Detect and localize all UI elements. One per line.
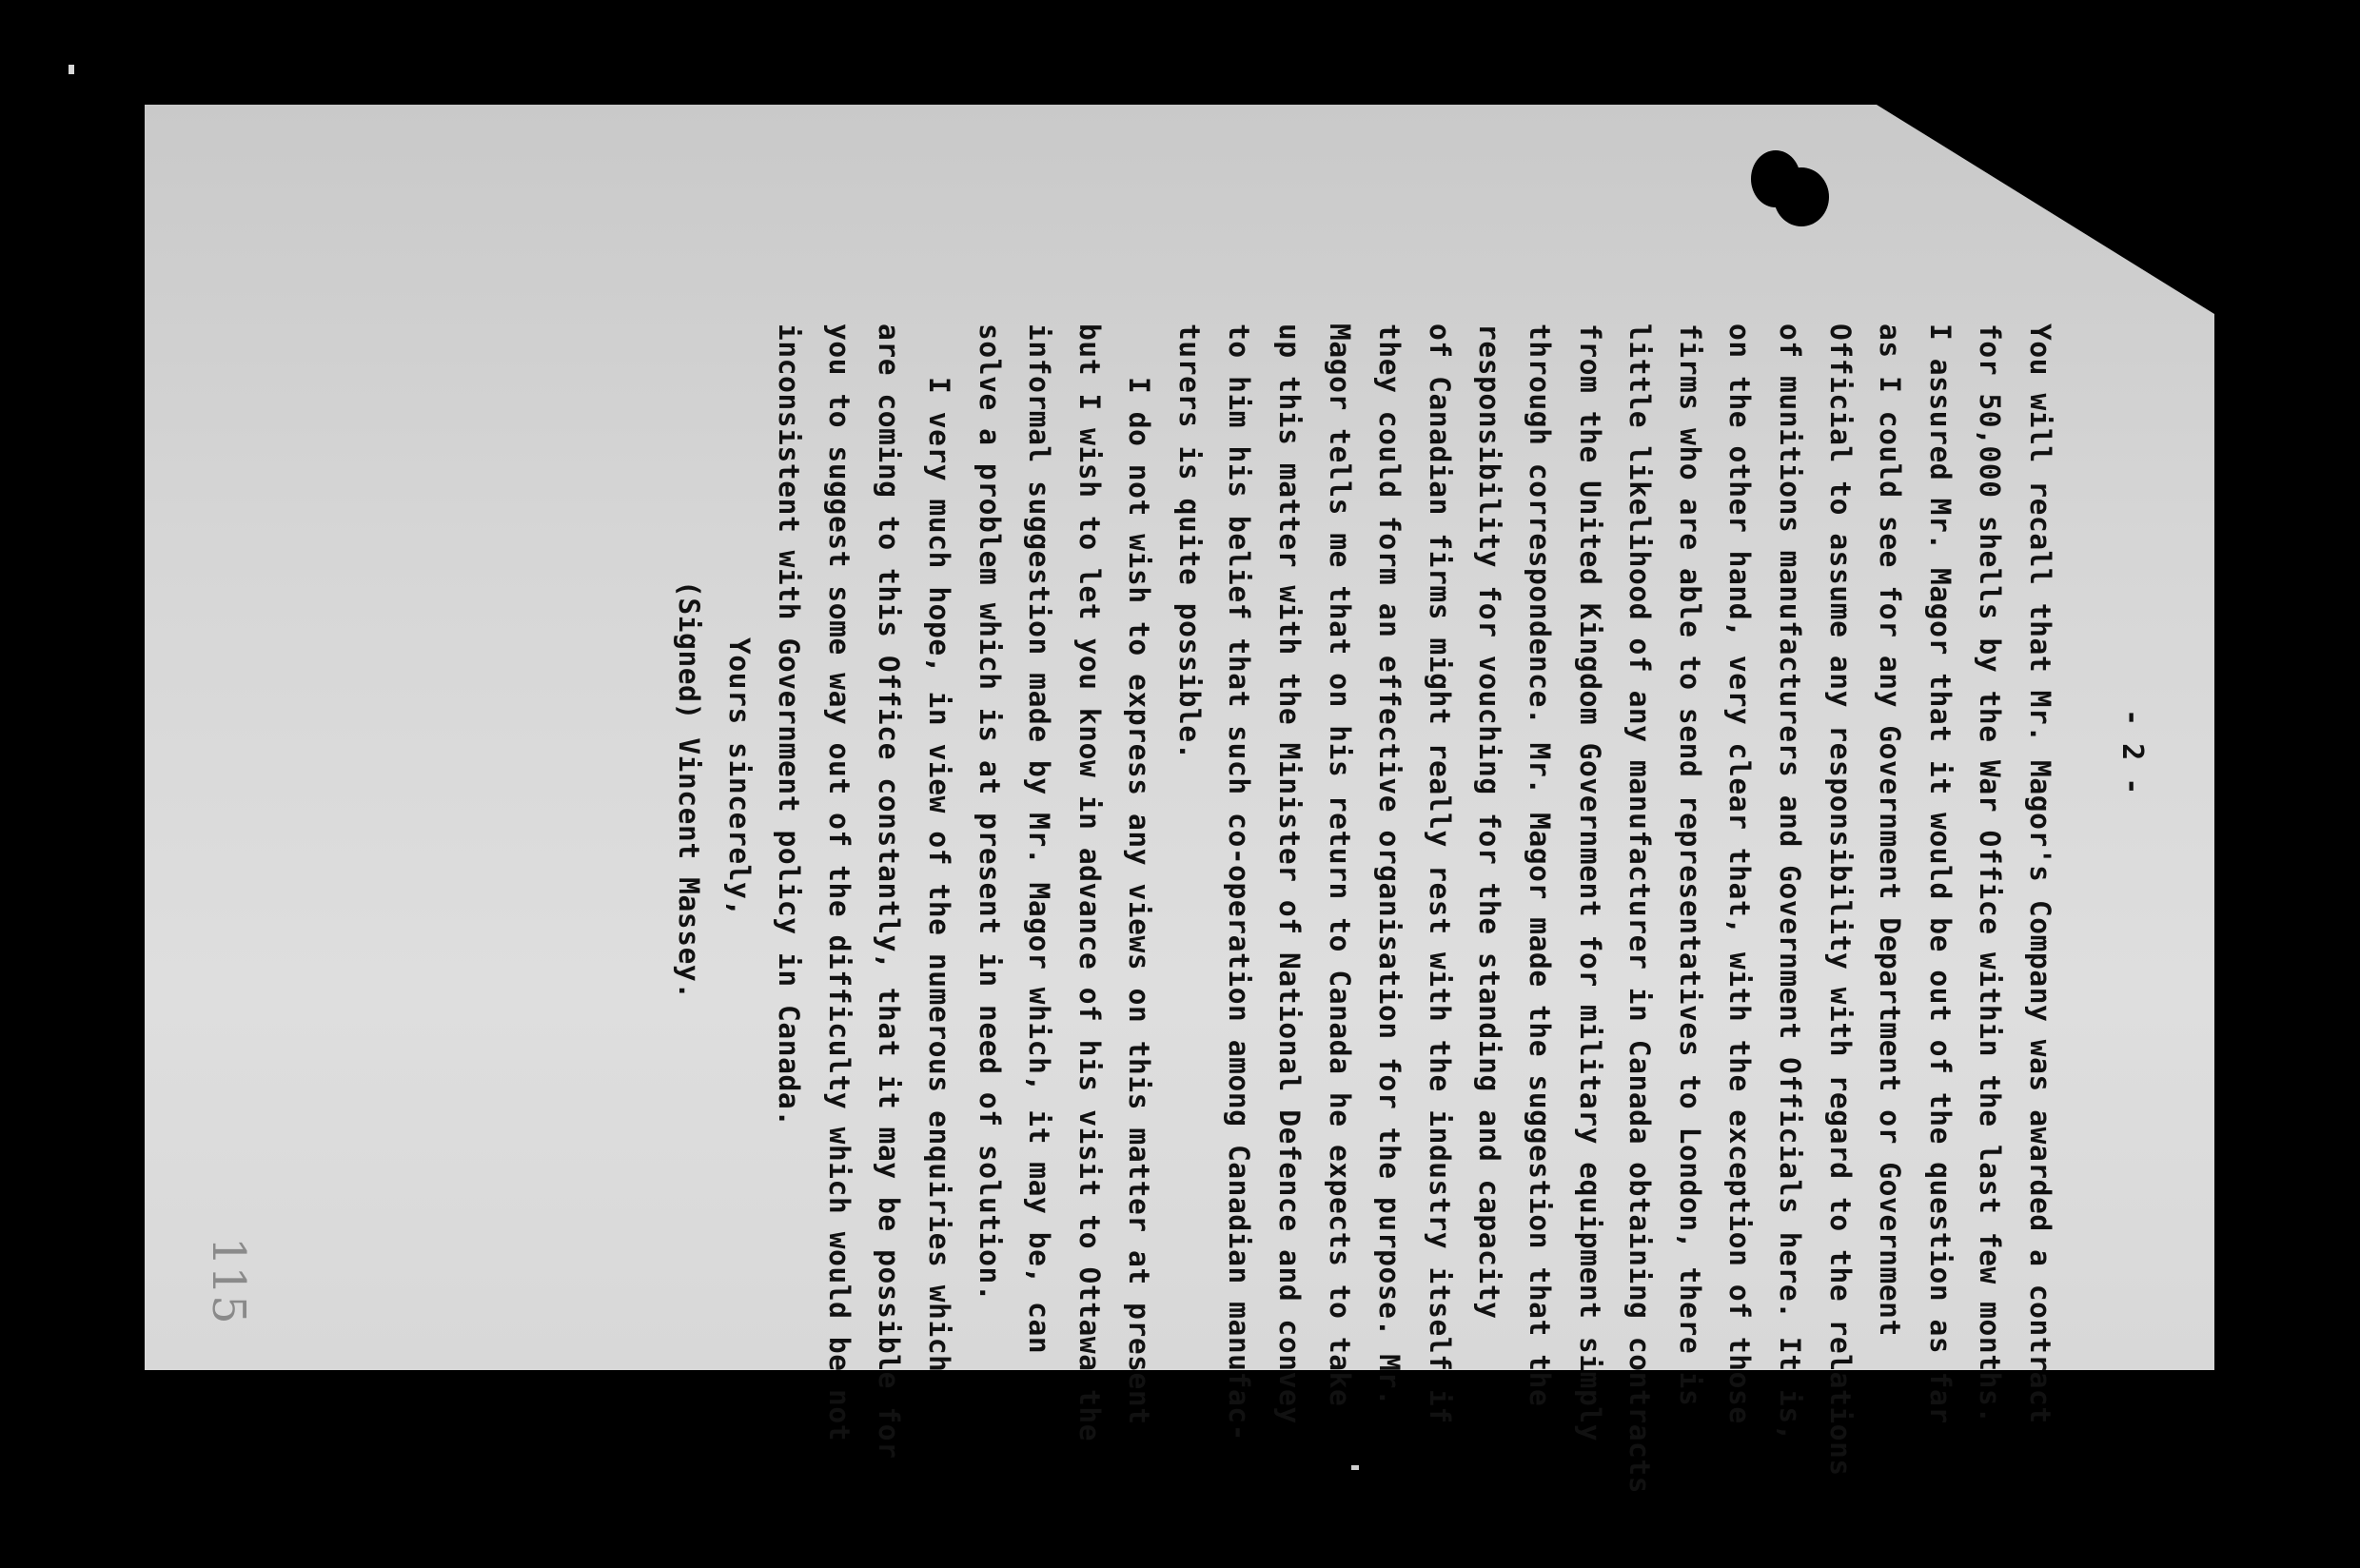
- letter-line: little likelihood of any manufacturer in Canada obtaining contracts: [1623, 323, 1657, 1495]
- letter-line: solve a problem which is at present in need of solution.: [973, 323, 1006, 1303]
- letter-line: to him his belief that such co-operation among Canadian manufac-: [1223, 323, 1256, 1442]
- letter-line: informal suggestion made by Mr. Magor which, it may be, can: [1023, 323, 1056, 1355]
- letter-line: as I could see for any Government Department or Government: [1874, 323, 1907, 1337]
- letter-line: inconsistent with Government policy in Canada.: [773, 323, 806, 1127]
- punch-hole: [1774, 167, 1829, 226]
- letter-line: I assured Mr. Magor that it would be out of the question as far: [1923, 323, 1957, 1424]
- letter-line: on the other hand, very clear that, with the exception of those: [1723, 323, 1757, 1424]
- letter-line: are coming to this Office constantly, that it may be possible for: [873, 323, 906, 1460]
- letter-line: You will recall that Mr. Magor's Company was awarded a contract: [2024, 323, 2056, 1424]
- letter-line: they could form an effective organisation for the purpose. Mr.: [1373, 323, 1406, 1407]
- letter-line: up this matter with the Minister of National Defence and convey: [1273, 323, 1307, 1424]
- letter-line: for 50,000 shells by the War Office within the last few months.: [1974, 323, 2007, 1424]
- letter-line: through correspondence. Mr. Magor made the suggestion that the: [1524, 323, 1557, 1407]
- letter-line: firms who are able to send representatives to London, there is: [1673, 323, 1706, 1407]
- signature: (Signed) Vincent Massey.: [672, 580, 705, 1000]
- letter-line: but I wish to let you know in advance of his visit to Ottawa the: [1072, 323, 1106, 1442]
- letter-line: Official to assume any responsibility with regard to the relations: [1823, 323, 1857, 1477]
- letter-line: of munitions manufacturers and Government Officials here. It is,: [1774, 323, 1807, 1442]
- closing: Yours sincerely,: [722, 637, 756, 917]
- letter-line: I very much hope, in view of the numerous enquiries which: [922, 377, 955, 1373]
- letter-line: I do not wish to express any views on this matter at present: [1123, 377, 1156, 1425]
- letter-line: from the United Kingdom Government for military equipment simply: [1573, 323, 1606, 1442]
- letter-line: you to suggest some way out of the difficulty which would be not: [822, 323, 856, 1442]
- film-speck: [69, 65, 74, 74]
- film-speck: [1351, 1465, 1359, 1470]
- page-number: - 2 -: [2115, 709, 2149, 795]
- letter-line: Magor tells me that on his return to Canada he expects to take: [1323, 323, 1356, 1407]
- letter-line: of Canadian firms might really rest with the industry itself if: [1423, 323, 1456, 1424]
- letter-line: responsibility for vouching for the standing and capacity: [1473, 323, 1506, 1320]
- letter-body: [663, 323, 2065, 1495]
- letter-line: turers is quite possible.: [1172, 323, 1206, 761]
- handwritten-note: 115: [202, 1237, 255, 1324]
